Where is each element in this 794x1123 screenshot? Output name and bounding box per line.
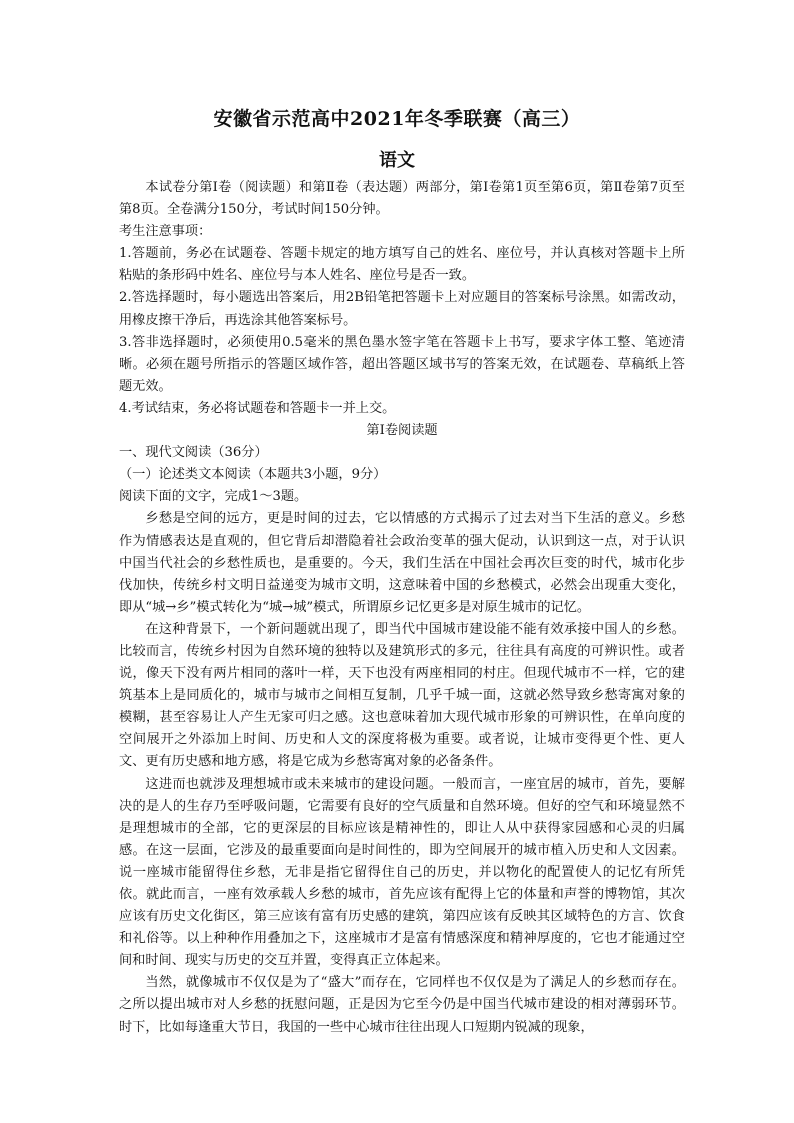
notice-item-2: 2.答选择题时，每小题选出答案后，用2B铅笔把答题卡上对应题目的答案标号涂黑。如需改动，用橡皮擦干净后，再选涂其他答案标号。 bbox=[119, 290, 685, 328]
subject-title: 语文 bbox=[379, 150, 415, 171]
exam-title: 安徽省示范高中2021年冬季联赛（高三） bbox=[213, 108, 581, 130]
exam-body bbox=[119, 177, 685, 1039]
passage-paragraph-1: 乡愁是空间的远方，更是时间的过去，它以情感的方式揭示了过去对当下生活的意义。乡愁作为情感表达是直观的，但它背后却潜隐着社会政治变革的强大促动，认识到这一点，对于认识中国当代社会的乡愁性质也，是重要的。今天，我们生活在中国社会再次巨变的时代，城市化步伐加快，传统乡村文明日益递变为城市文明，这意味着中国的乡愁模式，必然会出现重大变化，即从“城→乡”模式转化为“城→城”模式，所谓原乡记忆更多是对原生城市的记忆。 bbox=[119, 511, 685, 615]
reading-instruction: 阅读下面的文字，完成1～3题。 bbox=[119, 489, 308, 505]
part1-heading: 第Ⅰ卷阅读题 bbox=[366, 423, 438, 439]
notice-item-3: 3.答非选择题时，必须使用0.5毫米的黑色墨水签字笔在答题卡上书写，要求字体工整、笔迹清晰。必须在题号所指示的答题区域作答，超出答题区域书写的答案无效，在试题卷、草稿纸上答题无效。 bbox=[119, 334, 685, 394]
passage-paragraph-3: 这进而也就涉及理想城市或未来城市的建设问题。一般而言，一座宜居的城市，首先，要解决的是人的生存乃至呼吸问题，它需要有良好的空气质量和自然环境。但好的空气和环境显然不是理想城市的全部，它的更深层的目标应该是精神性的，即让人从中获得家园感和心灵的归属感。在这一层面，它涉及的最重要面向是时间性的，即为空间展开的城市植入历史和人文因素。说一座城市能留得住乡愁，无非是指它留得住自己的历史，并以物化的配置使人的记忆有所凭依。就此而言，一座有效承载人乡愁的城市，首先应该有配得上它的体量和声誉的博物馆，其次应该有历史文化街区，第三应该有富有历史感的建筑，第四应该有反映其区域特色的方言、饮食和礼俗等。以上种种作用叠加之下，这座城市才是富有情感深度和精神厚度的，它也才能通过空间和时间、现实与历史的交互并置，变得真正立体起来。 bbox=[119, 776, 685, 969]
section-heading: 一、现代文阅读（36分） bbox=[119, 445, 268, 461]
notice-item-1: 1.答题前，务必在试题卷、答题卡规定的地方填写自己的姓名、座位号，并认真核对答题卡上所粘贴的条形码中姓名、座位号与本人姓名、座位号是否一致。 bbox=[119, 246, 685, 284]
exam-intro: 本试卷分第Ⅰ卷（阅读题）和第Ⅱ卷（表达题）两部分，第Ⅰ卷第1页至第6页，第Ⅱ卷第7页至第8页。全卷满分150分，考试时间150分钟。 bbox=[119, 180, 685, 218]
subsection-heading: （一）论述类文本阅读（本题共3小题，9分） bbox=[119, 467, 387, 483]
passage-paragraph-4: 当然，就像城市不仅仅是为了“盛大”而存在，它同样也不仅仅是为了满足人的乡愁而存在。之所以提出城市对人乡愁的抚慰问题，正是因为它至今仍是中国当代城市建设的相对薄弱环节。时下，比如每逢重大节日，我国的一些中心城市往往出现人口短期内锐减的现象， bbox=[119, 975, 685, 1035]
passage-paragraph-2: 在这种背景下，一个新问题就出现了，即当代中国城市建设能不能有效承接中国人的乡愁。比较而言，传统乡村因为自然环境的独特以及建筑形式的多元，往往具有高度的可辨识性。或者说，像天下没有两片相同的落叶一样，天下也没有两座相同的村庄。但现代城市不一样，它的建筑基本上是同质化的，城市与城市之间相互复制，几乎千城一面，这就必然导致乡愁寄寓对象的模糊，甚至容易让人产生无家可归之感。这也意味着加大现代城市形象的可辨识性，在单向度的空间展开之外添加上时间、历史和人文的深度将极为重要。或者说，让城市变得更个性、更人文、更有历史感和地方感，将是它成为乡愁寄寓对象的必备条件。 bbox=[119, 621, 685, 770]
notice-item-4: 4.考试结束，务必将试题卷和答题卡一并上交。 bbox=[119, 400, 396, 416]
notice-heading: 考生注意事项： bbox=[119, 224, 212, 240]
